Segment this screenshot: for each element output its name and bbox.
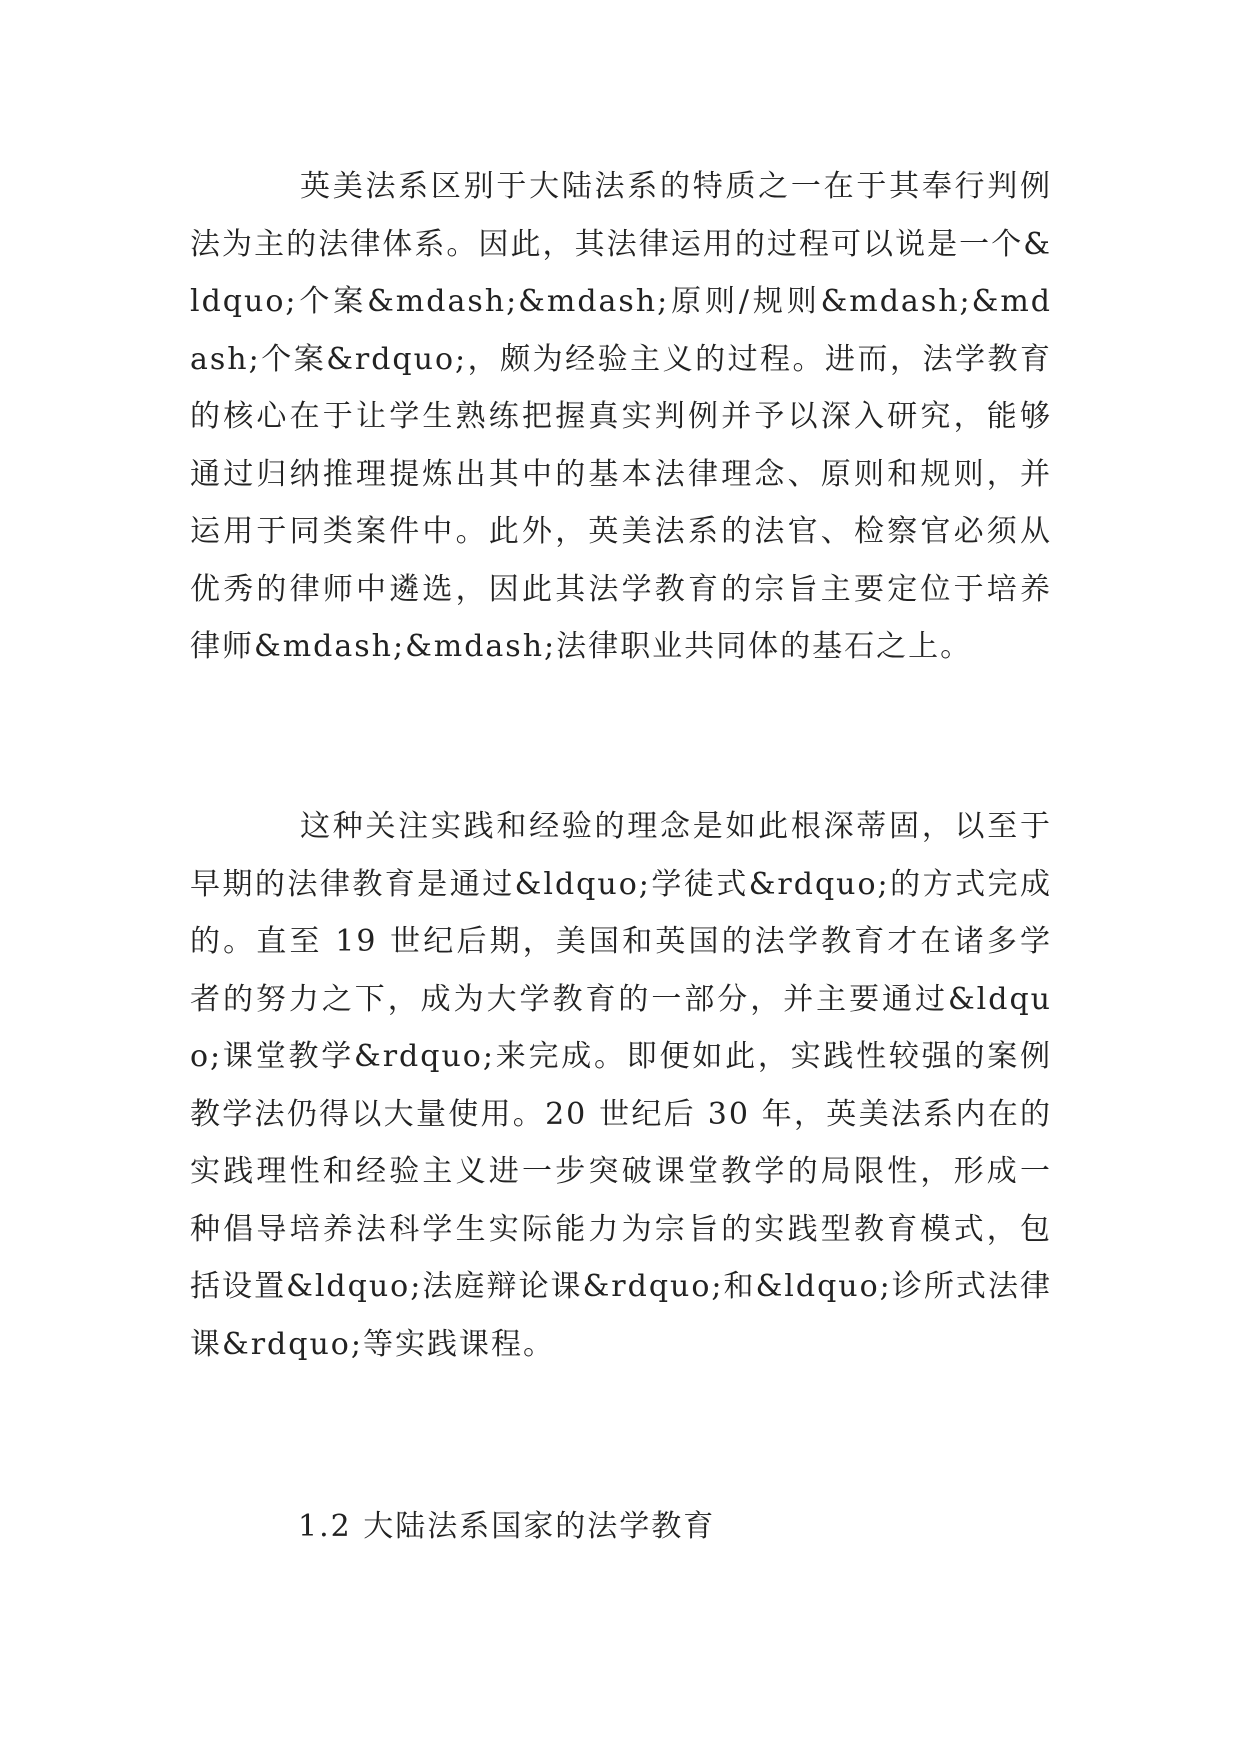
section-heading: 1.2 大陆法系国家的法学教育 <box>298 1509 716 1544</box>
body-paragraph: 这种关注实践和经验的理念是如此根深蒂固，以至于早期的法律教育是通过&ldquo;学徒式&rdquo;的方式完成的。直至 19 世纪后期，美国和英国的法学教育才在诸多学者的努力之下，成为大学教育的一部分，并主要通过&ldquo;课堂教学&rdquo;来完成。即便如此，实践性较强的案例教学法仍得以大量使用。20 世纪后 30 年，英美法系内在的实践理性和经验主义进一步突破课堂教学的局限性，形成一种倡导培养法科学生实际能力为宗旨的实践型教育模式，包括设置&ldquo;法庭辩论课&rdquo;和&ldquo;诊所式法律课&rdquo;等实践课程。 <box>190 809 1052 1362</box>
body-paragraph: 英美法系区别于大陆法系的特质之一在于其奉行判例法为主的法律体系。因此，其法律运用的过程可以说是一个&ldquo;个案&mdash;&mdash;原则/规则&mdash;&mdash;个案&rdquo;，颇为经验主义的过程。进而，法学教育的核心在于让学生熟练把握真实判例并予以深入研究，能够通过归纳推理提炼出其中的基本法律理念、原则和规则，并运用于同类案件中。此外，英美法系的法官、检察官必须从优秀的律师中遴选，因此其法学教育的宗旨主要定位于培养律师&mdash;&mdash;法律职业共同体的基石之上。 <box>190 169 1052 664</box>
